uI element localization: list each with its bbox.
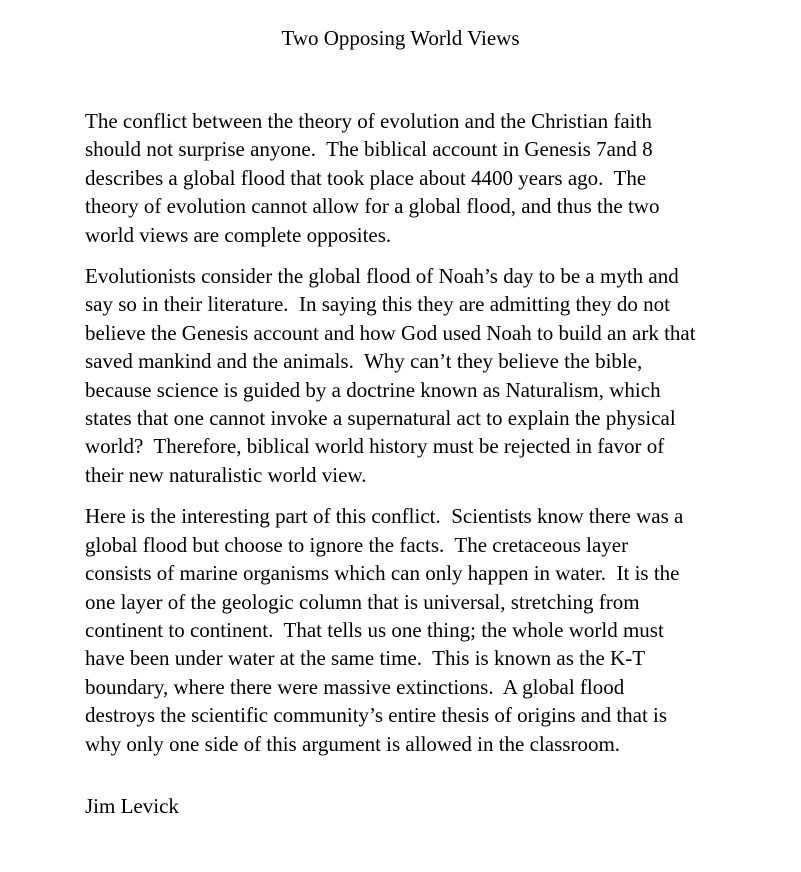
text-line: should not surprise anyone. The biblical account in Genesis 7and 8 bbox=[85, 137, 653, 162]
text-line: why only one side of this argument is allowed in the classroom. bbox=[85, 731, 621, 756]
text-line: one layer of the geologic column that is universal, stretching from bbox=[85, 589, 640, 614]
text-line: continent to continent. That tells us one thing; the whole world must bbox=[85, 617, 664, 642]
signature: Jim Levick bbox=[85, 793, 179, 818]
text-line: destroys the scientific community’s entire thesis of origins and that is bbox=[85, 703, 668, 728]
text-line: saved mankind and the animals. Why can’t they believe the bible, bbox=[85, 349, 643, 374]
text-line: consists of marine organisms which can only happen in water. It is the bbox=[85, 561, 680, 586]
text-line: world? Therefore, biblical world history must be rejected in favor of bbox=[85, 434, 665, 459]
paragraph-1 bbox=[85, 107, 791, 249]
text-line: believe the Genesis account and how God used Noah to build an ark that bbox=[85, 320, 696, 345]
text-line: their new naturalistic world view. bbox=[85, 462, 367, 487]
text-line: world views are complete opposites. bbox=[85, 222, 392, 247]
text-line: have been under water at the same time. This is known as the K-T bbox=[85, 646, 646, 671]
document-title: Two Opposing World Views bbox=[281, 26, 520, 50]
text-line: because science is guided by a doctrine known as Naturalism, which bbox=[85, 377, 661, 402]
document-body bbox=[85, 107, 791, 758]
paragraph-3 bbox=[85, 502, 791, 758]
text-line: The conflict between the theory of evolution and the Christian faith bbox=[85, 109, 652, 133]
text-line: boundary, where there were massive extinctions. A global flood bbox=[85, 674, 625, 699]
text-line: theory of evolution cannot allow for a global flood, and thus the two bbox=[85, 194, 660, 219]
text-line: Here is the interesting part of this conflict. Scientists know there was a bbox=[85, 504, 684, 529]
text-line: global flood but choose to ignore the facts. The cretaceous layer bbox=[85, 532, 629, 557]
text-line: describes a global flood that took place about 4400 years ago. The bbox=[85, 165, 647, 190]
text-line: say so in their literature. In saying this they are admitting they do not bbox=[85, 292, 670, 317]
paragraph-2 bbox=[85, 262, 791, 489]
text-line: states that one cannot invoke a supernatural act to explain the physical bbox=[85, 406, 676, 431]
text-line: Evolutionists consider the global flood of Noah’s day to be a myth and bbox=[85, 264, 679, 289]
